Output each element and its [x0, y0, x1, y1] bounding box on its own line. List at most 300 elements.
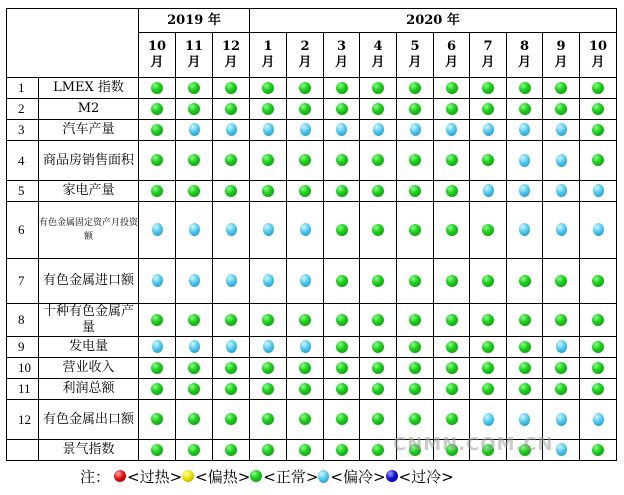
cool-status-dot-icon: [556, 223, 567, 236]
status-cell: [470, 202, 507, 259]
normal-status-dot-icon: [372, 185, 384, 197]
status-cell: [434, 78, 470, 99]
status-cell: [287, 141, 324, 181]
cool-status-dot-icon: [483, 123, 494, 136]
normal-status-dot-icon: [482, 341, 494, 353]
cool-status-dot-icon: [446, 123, 457, 136]
row-number: 5: [7, 181, 39, 202]
normal-status-dot-icon: [188, 362, 200, 374]
normal-status-dot-icon: [446, 185, 458, 197]
month-header: 12 月: [213, 33, 250, 78]
normal-status-dot-icon: [151, 103, 163, 115]
status-cell: [250, 400, 287, 440]
normal-status-dot-icon: [299, 103, 311, 115]
table-row: [7, 99, 617, 120]
legend-item-cold: [386, 466, 454, 487]
normal-status-dot-icon: [409, 383, 421, 395]
status-cell: [176, 337, 213, 358]
status-cell: [176, 304, 213, 337]
normal-status-dot-icon: [299, 413, 311, 425]
table-row: [7, 304, 617, 337]
normal-status-dot-icon: [336, 82, 348, 94]
normal-status-dot-icon: [225, 314, 237, 326]
month-header: 9 月: [543, 33, 580, 78]
status-cell: [360, 379, 397, 400]
row-number: [7, 440, 39, 461]
normal-status-dot-icon: [555, 103, 567, 115]
status-cell: [139, 379, 176, 400]
status-cell: [543, 259, 580, 304]
cool-status-dot-icon: [556, 443, 567, 456]
normal-status-dot-icon: [188, 82, 200, 94]
status-cell: [287, 379, 324, 400]
cold-status-dot-icon: [386, 470, 398, 482]
status-cell: [139, 99, 176, 120]
status-cell: [580, 337, 617, 358]
status-cell: [434, 379, 470, 400]
status-cell: [470, 304, 507, 337]
month-header: 7 月: [470, 33, 507, 78]
status-cell: [176, 259, 213, 304]
status-cell: [507, 202, 543, 259]
normal-status-dot-icon: [446, 154, 458, 166]
status-cell: [213, 259, 250, 304]
normal-status-dot-icon: [225, 413, 237, 425]
normal-status-dot-icon: [446, 341, 458, 353]
status-cell: [470, 379, 507, 400]
normal-status-dot-icon: [299, 362, 311, 374]
table-row: [7, 337, 617, 358]
legend-item-label: <偏冷>: [330, 467, 386, 486]
normal-status-dot-icon: [151, 383, 163, 395]
status-cell: [213, 379, 250, 400]
status-cell: [287, 259, 324, 304]
status-cell: [213, 400, 250, 440]
cool-status-dot-icon: [336, 123, 347, 136]
normal-status-dot-icon: [372, 275, 384, 287]
status-cell: [176, 120, 213, 141]
status-cell: [580, 400, 617, 440]
cool-status-dot-icon: [519, 184, 530, 197]
normal-status-dot-icon: [262, 185, 274, 197]
normal-status-dot-icon: [482, 103, 494, 115]
cool-status-dot-icon: [263, 340, 274, 353]
status-cell: [580, 202, 617, 259]
status-cell: [434, 120, 470, 141]
normal-status-dot-icon: [262, 413, 274, 425]
legend-item-label: <过热>: [127, 467, 183, 486]
cool-status-dot-icon: [300, 340, 311, 353]
cool-status-dot-icon: [519, 154, 530, 167]
normal-status-dot-icon: [409, 82, 421, 94]
normal-status-dot-icon: [409, 413, 421, 425]
legend-item-label: <正常>: [263, 467, 319, 486]
normal-status-dot-icon: [592, 341, 604, 353]
cool-status-dot-icon: [556, 184, 567, 197]
table-row: [7, 120, 617, 141]
row-number: 9: [7, 337, 39, 358]
cool-status-dot-icon: [226, 274, 237, 287]
status-cell: [360, 78, 397, 99]
normal-status-dot-icon: [482, 82, 494, 94]
normal-status-dot-icon: [519, 362, 531, 374]
cool-status-dot-icon: [300, 123, 311, 136]
indicator-name: 发电量: [39, 337, 139, 358]
status-cell: [250, 181, 287, 202]
indicator-name: 有色金属固定资产月投资额: [39, 202, 139, 259]
indicator-name: 家电产量: [39, 181, 139, 202]
status-cell: [287, 358, 324, 379]
status-cell: [360, 120, 397, 141]
table-row: [7, 141, 617, 181]
normal-status-dot-icon: [592, 362, 604, 374]
status-cell: [176, 400, 213, 440]
status-cell: [397, 358, 434, 379]
indicator-name: 利润总额: [39, 379, 139, 400]
status-cell: [580, 99, 617, 120]
status-cell: [543, 358, 580, 379]
normal-status-dot-icon: [592, 383, 604, 395]
month-header: 6 月: [434, 33, 470, 78]
normal-status-dot-icon: [372, 444, 384, 456]
normal-status-dot-icon: [446, 383, 458, 395]
normal-status-dot-icon: [372, 224, 384, 236]
status-cell: [507, 259, 543, 304]
indicator-name: 景气指数: [39, 440, 139, 461]
status-cell: [213, 181, 250, 202]
status-cell: [139, 78, 176, 99]
normal-status-dot-icon: [409, 103, 421, 115]
status-cell: [213, 440, 250, 461]
normal-status-dot-icon: [151, 82, 163, 94]
status-cell: [324, 400, 360, 440]
status-cell: [139, 400, 176, 440]
normal-status-dot-icon: [151, 154, 163, 166]
normal-status-dot-icon: [151, 444, 163, 456]
status-cell: [470, 337, 507, 358]
normal-status-dot-icon: [151, 124, 163, 136]
cool-status-dot-icon: [300, 223, 311, 236]
normal-status-dot-icon: [299, 82, 311, 94]
indicator-table: [6, 8, 617, 461]
normal-status-dot-icon: [188, 103, 200, 115]
status-cell: [213, 304, 250, 337]
status-cell: [397, 337, 434, 358]
indicator-name: 汽车产量: [39, 120, 139, 141]
normal-status-dot-icon: [262, 362, 274, 374]
status-cell: [176, 440, 213, 461]
status-cell: [543, 78, 580, 99]
month-header: 5 月: [397, 33, 434, 78]
status-cell: [434, 99, 470, 120]
normal-status-dot-icon: [299, 444, 311, 456]
normal-status-dot-icon: [188, 444, 200, 456]
normal-status-dot-icon: [482, 314, 494, 326]
status-cell: [250, 358, 287, 379]
cool-status-dot-icon: [410, 123, 421, 136]
status-cell: [470, 259, 507, 304]
corner-cell: [7, 9, 139, 78]
normal-status-dot-icon: [519, 103, 531, 115]
normal-status-dot-icon: [446, 103, 458, 115]
status-cell: [543, 99, 580, 120]
status-cell: [360, 337, 397, 358]
normal-status-dot-icon: [188, 185, 200, 197]
normal-status-dot-icon: [188, 413, 200, 425]
status-cell: [324, 120, 360, 141]
status-cell: [360, 99, 397, 120]
status-cell: [176, 78, 213, 99]
row-number: 6: [7, 202, 39, 259]
status-cell: [324, 202, 360, 259]
cool-status-dot-icon: [189, 123, 200, 136]
status-cell: [360, 304, 397, 337]
status-cell: [360, 141, 397, 181]
indicator-name: 营业收入: [39, 358, 139, 379]
normal-status-dot-icon: [299, 383, 311, 395]
normal-status-dot-icon: [592, 103, 604, 115]
status-cell: [213, 358, 250, 379]
normal-status-dot-icon: [225, 444, 237, 456]
legend-item-cool: [318, 466, 385, 487]
status-cell: [250, 259, 287, 304]
status-cell: [397, 304, 434, 337]
status-cell: [470, 181, 507, 202]
status-cell: [580, 379, 617, 400]
status-cell: [507, 337, 543, 358]
normal-status-dot-icon: [299, 314, 311, 326]
normal-status-dot-icon: [225, 103, 237, 115]
status-cell: [324, 379, 360, 400]
status-cell: [287, 202, 324, 259]
normal-status-dot-icon: [225, 185, 237, 197]
cool-status-dot-icon: [556, 340, 567, 353]
row-number: 8: [7, 304, 39, 337]
table-row: [7, 379, 617, 400]
cool-status-dot-icon: [593, 184, 604, 197]
month-header: 11 月: [176, 33, 213, 78]
row-number: 7: [7, 259, 39, 304]
status-cell: [507, 358, 543, 379]
month-header: 8 月: [507, 33, 543, 78]
normal-status-dot-icon: [592, 82, 604, 94]
normal-status-dot-icon: [151, 185, 163, 197]
status-cell: [324, 440, 360, 461]
month-header: 2 月: [287, 33, 324, 78]
normal-status-dot-icon: [225, 383, 237, 395]
year-header: 2019 年: [139, 9, 250, 33]
normal-status-dot-icon: [482, 154, 494, 166]
watermark: CNMN.COM.CN: [393, 434, 554, 455]
legend-label: 注：: [80, 467, 111, 486]
normal-status-dot-icon: [299, 185, 311, 197]
normal-status-dot-icon: [519, 383, 531, 395]
status-cell: [397, 141, 434, 181]
normal-status-dot-icon: [262, 82, 274, 94]
status-cell: [176, 358, 213, 379]
normal-status-dot-icon: [336, 444, 348, 456]
normal-status-dot-icon: [446, 224, 458, 236]
status-cell: [324, 141, 360, 181]
legend-item-warm: [182, 466, 250, 487]
normal-status-dot-icon: [409, 224, 421, 236]
status-cell: [139, 181, 176, 202]
indicator-name: 商品房销售面积: [39, 141, 139, 181]
status-cell: [507, 304, 543, 337]
normal-status-dot-icon: [482, 362, 494, 374]
status-cell: [434, 304, 470, 337]
status-cell: [470, 99, 507, 120]
warm-status-dot-icon: [182, 470, 194, 482]
normal-status-dot-icon: [519, 82, 531, 94]
status-cell: [507, 379, 543, 400]
normal-status-dot-icon: [372, 103, 384, 115]
cool-status-dot-icon: [226, 223, 237, 236]
normal-status-dot-icon: [592, 154, 604, 166]
normal-status-dot-icon: [446, 314, 458, 326]
status-cell: [250, 78, 287, 99]
normal-status-dot-icon: [151, 314, 163, 326]
month-header: 10 月: [139, 33, 176, 78]
normal-status-dot-icon: [372, 413, 384, 425]
cool-status-dot-icon: [556, 154, 567, 167]
status-cell: [213, 202, 250, 259]
normal-status-dot-icon: [336, 341, 348, 353]
table-row: [7, 202, 617, 259]
normal-status-dot-icon: [225, 154, 237, 166]
status-cell: [507, 141, 543, 181]
status-cell: [360, 259, 397, 304]
status-cell: [543, 304, 580, 337]
status-cell: [139, 202, 176, 259]
status-cell: [176, 202, 213, 259]
status-cell: [176, 141, 213, 181]
status-cell: [580, 440, 617, 461]
status-cell: [434, 358, 470, 379]
cool-status-dot-icon: [318, 470, 329, 483]
normal-status-dot-icon: [225, 362, 237, 374]
status-cell: [324, 78, 360, 99]
cool-status-dot-icon: [263, 123, 274, 136]
row-number: 1: [7, 78, 39, 99]
status-cell: [139, 358, 176, 379]
normal-status-dot-icon: [372, 82, 384, 94]
row-number: 10: [7, 358, 39, 379]
status-cell: [543, 181, 580, 202]
legend-item-normal: [250, 466, 318, 487]
status-cell: [139, 259, 176, 304]
normal-status-dot-icon: [592, 124, 604, 136]
status-cell: [287, 304, 324, 337]
cool-status-dot-icon: [189, 223, 200, 236]
cool-status-dot-icon: [593, 223, 604, 236]
normal-status-dot-icon: [188, 314, 200, 326]
status-cell: [470, 78, 507, 99]
status-cell: [213, 337, 250, 358]
legend-item-label: <过冷>: [398, 467, 454, 486]
cool-status-dot-icon: [263, 223, 274, 236]
status-cell: [287, 400, 324, 440]
normal-status-dot-icon: [519, 314, 531, 326]
normal-status-dot-icon: [372, 362, 384, 374]
normal-status-dot-icon: [555, 275, 567, 287]
normal-status-dot-icon: [446, 275, 458, 287]
year-header: 2020 年: [250, 9, 617, 33]
normal-status-dot-icon: [555, 362, 567, 374]
normal-status-dot-icon: [555, 383, 567, 395]
status-cell: [287, 440, 324, 461]
normal-status-dot-icon: [336, 275, 348, 287]
normal-status-dot-icon: [262, 314, 274, 326]
normal-status-dot-icon: [188, 154, 200, 166]
cool-status-dot-icon: [483, 184, 494, 197]
status-cell: [580, 141, 617, 181]
status-cell: [360, 202, 397, 259]
status-cell: [434, 141, 470, 181]
status-cell: [397, 259, 434, 304]
normal-status-dot-icon: [482, 383, 494, 395]
status-cell: [360, 440, 397, 461]
status-cell: [397, 78, 434, 99]
status-cell: [250, 337, 287, 358]
status-cell: [213, 141, 250, 181]
status-cell: [287, 181, 324, 202]
row-number: 11: [7, 379, 39, 400]
normal-status-dot-icon: [409, 154, 421, 166]
normal-status-dot-icon: [151, 362, 163, 374]
status-cell: [470, 120, 507, 141]
status-cell: [139, 337, 176, 358]
normal-status-dot-icon: [409, 314, 421, 326]
cool-status-dot-icon: [152, 223, 163, 236]
cool-status-dot-icon: [593, 413, 604, 426]
normal-status-dot-icon: [555, 82, 567, 94]
cool-status-dot-icon: [263, 274, 274, 287]
normal-status-dot-icon: [336, 154, 348, 166]
cool-status-dot-icon: [300, 274, 311, 287]
normal-status-dot-icon: [336, 383, 348, 395]
cool-status-dot-icon: [483, 413, 494, 426]
status-cell: [580, 304, 617, 337]
cool-status-dot-icon: [189, 274, 200, 287]
status-cell: [434, 202, 470, 259]
normal-status-dot-icon: [555, 314, 567, 326]
status-cell: [580, 358, 617, 379]
status-cell: [470, 141, 507, 181]
status-cell: [324, 304, 360, 337]
status-cell: [580, 120, 617, 141]
normal-status-dot-icon: [262, 444, 274, 456]
normal-status-dot-icon: [446, 413, 458, 425]
status-cell: [397, 120, 434, 141]
indicator-name: LMEX 指数: [39, 78, 139, 99]
normal-status-dot-icon: [446, 362, 458, 374]
status-cell: [287, 99, 324, 120]
status-cell: [250, 120, 287, 141]
cool-status-dot-icon: [519, 223, 530, 236]
normal-status-dot-icon: [372, 383, 384, 395]
cool-status-dot-icon: [152, 274, 163, 287]
normal-status-dot-icon: [409, 275, 421, 287]
cool-status-dot-icon: [556, 123, 567, 136]
status-cell: [176, 99, 213, 120]
normal-status-dot-icon: [336, 362, 348, 374]
legend-item-label: <偏热>: [195, 467, 251, 486]
cool-status-dot-icon: [152, 340, 163, 353]
normal-status-dot-icon: [409, 341, 421, 353]
normal-status-dot-icon: [409, 185, 421, 197]
normal-status-dot-icon: [262, 383, 274, 395]
